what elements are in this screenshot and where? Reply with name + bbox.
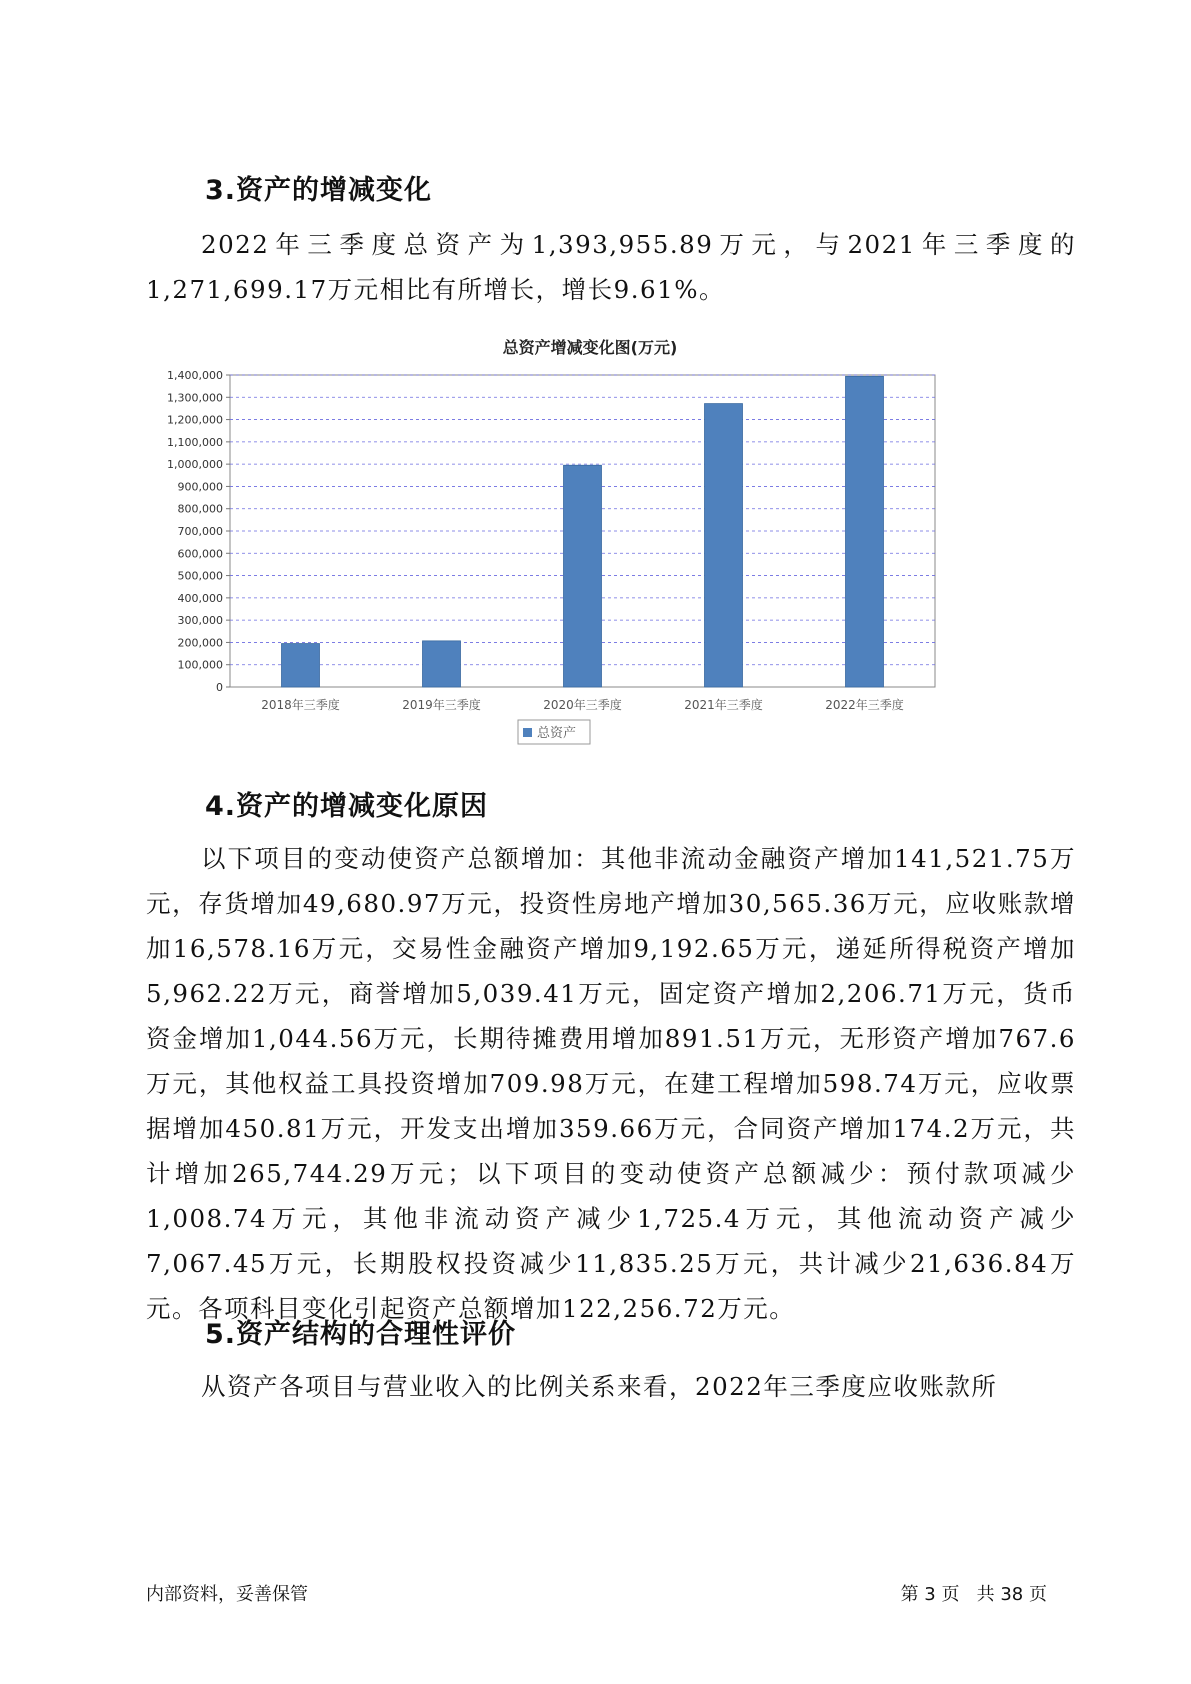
section-4-paragraph: 以下项目的变动使资产总额增加：其他非流动金融资产增加141,521.75万元，存货增加49,680.97万元，投资性房地产增加30,565.36万元，应收账款增加16,578.16万元，交易性金融资产增加9,192.65万元，递延所得税资产增加5,962.22万元，商誉增加5,039.41万元，固定资产增加2,206.71万元，货币资金增加1,044.56万元，长期待摊费用增加891.51万元，无形资产增加767.6万元，其他权益工具投资增加709.98万元，在建工程增加598.74万元，应收票据增加450.81万元，开发支出增加359.66万元，合同资产增加174.2万元，共计增加265,744.29万元；以下项目的变动使资产总额减少：预付款项减少1,008.74万元，其他非流动资产减少1,725.4万元，其他流动资产减少7,067.45万元，长期股权投资减少11,835.25万元，共计减少21,636.84万元。各项科目变化引起资产总额增加122,256.72万元。 [146, 844, 1076, 1323]
y-tick-label: 1,100,000 [167, 435, 223, 449]
y-tick-label: 600,000 [177, 547, 223, 561]
bar-1 [282, 644, 320, 687]
section-5-heading: 5.资产结构的合理性评价 [205, 1319, 517, 1350]
footer-page-number: 第 3 页 共 38 页 [900, 1584, 1047, 1605]
section-3-paragraph: 2022年三季度总资产为1,393,955.89万元，与2021年三季度的1,271,699.17万元相比有所增长，增长9.61%。 [146, 230, 1076, 304]
legend-label-total-assets: 总资产 [537, 726, 577, 741]
y-tick-label: 900,000 [177, 480, 223, 494]
y-tick-label: 300,000 [177, 614, 223, 628]
legend-swatch [523, 728, 532, 737]
bar-3 [564, 465, 602, 687]
y-tick-label: 200,000 [177, 636, 223, 650]
chart-title: 总资产增减变化图(万元) [502, 338, 678, 357]
y-tick-label: 700,000 [177, 525, 223, 538]
section-3-heading: 3.资产的增减变化 [205, 175, 433, 206]
bar-4 [705, 404, 743, 687]
y-tick-label: 1,400,000 [167, 369, 223, 382]
y-tick-label: 100,000 [177, 658, 223, 672]
bar-2 [423, 641, 461, 687]
x-tick-label: 2021年三季度 [684, 698, 763, 712]
x-tick-label: 2018年三季度 [261, 698, 340, 712]
chart-legend [518, 720, 590, 744]
x-tick-label: 2022年三季度 [825, 698, 904, 712]
y-tick-label: 800,000 [177, 502, 223, 516]
y-tick-label: 1,000,000 [167, 458, 223, 472]
bar-5 [846, 376, 884, 687]
section-4-heading: 4.资产的增减变化原因 [205, 791, 489, 822]
x-tick-label: 2019年三季度 [402, 698, 481, 712]
y-tick-label: 0 [216, 681, 223, 694]
total-assets-chart [150, 338, 1030, 815]
y-tick-label: 1,200,000 [167, 413, 223, 427]
x-tick-label: 2020年三季度 [543, 698, 622, 712]
y-tick-label: 500,000 [177, 569, 223, 583]
chart-svg [150, 338, 1030, 815]
section-5-paragraph: 从资产各项目与营业收入的比例关系来看，2022年三季度应收账款所 [201, 1372, 998, 1401]
y-tick-label: 1,300,000 [167, 391, 223, 405]
footer-confidential-note: 内部资料，妥善保管 [146, 1584, 308, 1605]
y-tick-label: 400,000 [177, 591, 223, 605]
